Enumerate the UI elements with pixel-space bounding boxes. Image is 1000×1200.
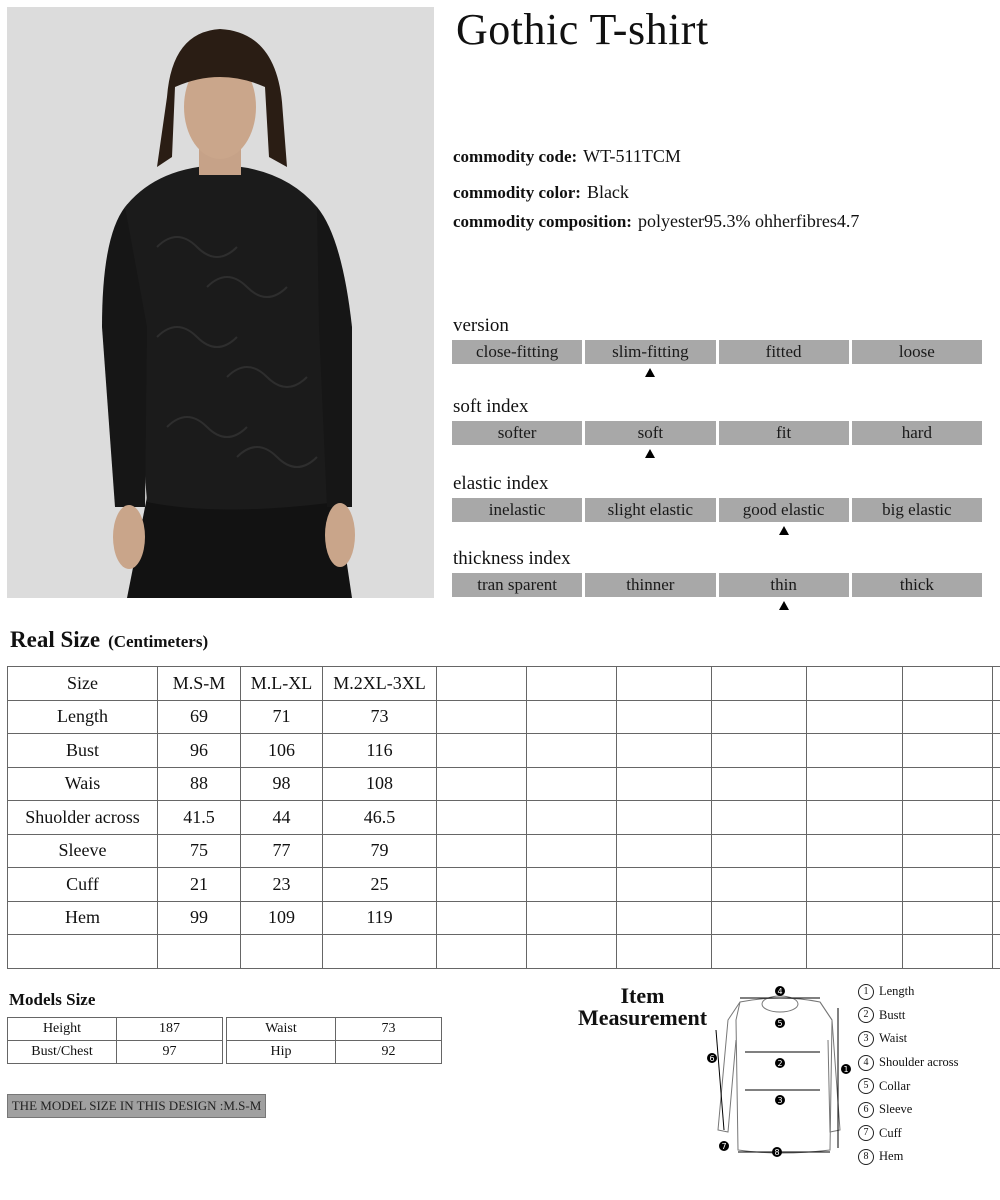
empty-cell <box>903 901 993 935</box>
commodity-code-label: commodity code: <box>453 147 578 166</box>
table-row <box>8 868 1000 902</box>
legend-item <box>858 1051 959 1075</box>
svg-text:8: 8 <box>774 1148 780 1157</box>
empty-cell <box>807 834 903 868</box>
legend-label: Length <box>879 984 915 999</box>
thickness-index-title: thickness index <box>453 548 571 569</box>
commodity-code-row <box>453 146 681 167</box>
legend-number: 1 <box>858 984 874 1000</box>
table-cell: 109 <box>241 901 323 935</box>
soft-index-title: soft index <box>453 396 529 417</box>
empty-cell <box>323 935 437 969</box>
soft-index-option: fit <box>719 421 849 445</box>
legend-label: Cuff <box>879 1125 902 1140</box>
row-label-cell: Length <box>8 700 158 734</box>
commodity-color-label: commodity color: <box>453 183 581 202</box>
measurement-legend <box>858 980 959 1169</box>
empty-cell <box>8 935 158 969</box>
legend-label: Hem <box>879 1149 904 1164</box>
table-header-row <box>8 667 1000 701</box>
elastic-index-option: good elastic <box>719 498 849 522</box>
empty-cell <box>807 700 903 734</box>
empty-cell <box>241 935 323 969</box>
table-cell: M.L-XL <box>241 667 323 701</box>
table-row <box>8 734 1000 768</box>
thickness-index-option: thin <box>719 573 849 597</box>
empty-cell <box>437 834 527 868</box>
model-measure-value: 73 <box>336 1018 442 1041</box>
empty-cell <box>617 868 712 902</box>
table-cell: 21 <box>158 868 241 902</box>
selected-marker-icon <box>645 368 655 377</box>
empty-cell <box>903 767 993 801</box>
item-measurement-title-line2: Measurement <box>577 1005 708 1030</box>
table-cell: 75 <box>158 834 241 868</box>
model-measure-label: Height <box>8 1018 117 1041</box>
empty-cell <box>712 767 807 801</box>
model-measure-value: 97 <box>117 1041 223 1064</box>
table-cell: 96 <box>158 734 241 768</box>
elastic-index-title: elastic index <box>453 473 549 494</box>
table-cell: 77 <box>241 834 323 868</box>
table-cell: M.2XL-3XL <box>323 667 437 701</box>
empty-cell <box>993 834 1000 868</box>
legend-item <box>858 1074 959 1098</box>
table-cell: 25 <box>323 868 437 902</box>
empty-cell <box>437 767 527 801</box>
table-cell: 116 <box>323 734 437 768</box>
svg-text:3: 3 <box>777 1096 783 1105</box>
empty-cell <box>903 734 993 768</box>
empty-cell <box>437 901 527 935</box>
table-row <box>8 901 1000 935</box>
table-cell: 41.5 <box>158 801 241 835</box>
table-cell: 73 <box>323 700 437 734</box>
legend-number: 8 <box>858 1149 874 1165</box>
table-cell: 69 <box>158 700 241 734</box>
product-title: Gothic T-shirt <box>456 5 709 54</box>
svg-text:1: 1 <box>843 1065 849 1074</box>
version-scale <box>452 340 982 364</box>
empty-cell <box>527 734 617 768</box>
soft-index-option: soft <box>585 421 715 445</box>
selected-marker-icon <box>779 601 789 610</box>
commodity-composition-value: polyester95.3% ohherfibres4.7 <box>637 211 860 231</box>
legend-item <box>858 1122 959 1146</box>
row-label-cell: Hem <box>8 901 158 935</box>
legend-item <box>858 1098 959 1122</box>
table-row <box>8 1018 223 1041</box>
empty-cell <box>903 700 993 734</box>
legend-item <box>858 980 959 1004</box>
empty-cell <box>437 868 527 902</box>
selected-marker-icon <box>779 526 789 535</box>
version-option: fitted <box>719 340 849 364</box>
selected-marker-icon <box>645 449 655 458</box>
empty-cell <box>527 868 617 902</box>
legend-number: 6 <box>858 1102 874 1118</box>
tshirt-measurement-diagram <box>700 980 860 1170</box>
model-size-note: THE MODEL SIZE IN THIS DESIGN :M.S-M <box>7 1094 266 1118</box>
empty-cell <box>807 901 903 935</box>
legend-number: 4 <box>858 1055 874 1071</box>
model-measure-label: Hip <box>227 1041 336 1064</box>
elastic-index-scale <box>452 498 982 522</box>
empty-cell <box>993 935 1000 969</box>
legend-item <box>858 1027 959 1051</box>
table-row <box>8 801 1000 835</box>
empty-cell <box>807 667 903 701</box>
empty-cell <box>712 868 807 902</box>
empty-cell <box>437 935 527 969</box>
empty-cell <box>712 700 807 734</box>
elastic-index-option: inelastic <box>452 498 582 522</box>
empty-cell <box>617 901 712 935</box>
soft-index-scale <box>452 421 982 445</box>
svg-text:5: 5 <box>777 1019 783 1028</box>
row-label-cell: Cuff <box>8 868 158 902</box>
empty-cell <box>993 868 1000 902</box>
empty-cell <box>617 801 712 835</box>
table-row <box>8 834 1000 868</box>
version-option: loose <box>852 340 982 364</box>
table-cell: 79 <box>323 834 437 868</box>
legend-item <box>858 1145 959 1169</box>
svg-text:7: 7 <box>721 1142 727 1151</box>
table-cell: 119 <box>323 901 437 935</box>
thickness-index-option: tran sparent <box>452 573 582 597</box>
legend-number: 7 <box>858 1125 874 1141</box>
commodity-code-value: WT-511TCM <box>583 146 681 166</box>
table-row <box>8 1041 223 1064</box>
legend-number: 5 <box>858 1078 874 1094</box>
table-row <box>8 700 1000 734</box>
legend-label: Waist <box>879 1031 908 1046</box>
row-label-cell: Size <box>8 667 158 701</box>
table-cell: M.S-M <box>158 667 241 701</box>
empty-cell <box>807 935 903 969</box>
legend-number: 3 <box>858 1031 874 1047</box>
size-table <box>7 666 1000 969</box>
legend-label: Bustt <box>879 1007 906 1022</box>
empty-cell <box>712 734 807 768</box>
thickness-index-option: thick <box>852 573 982 597</box>
legend-label: Shoulder across <box>879 1055 959 1070</box>
empty-cell <box>993 901 1000 935</box>
empty-cell <box>903 935 993 969</box>
empty-cell <box>527 667 617 701</box>
empty-cell <box>617 834 712 868</box>
svg-text:4: 4 <box>777 987 783 996</box>
table-cell: 44 <box>241 801 323 835</box>
version-title: version <box>453 315 509 336</box>
real-size-title: Real Size (Centimeters) <box>10 627 209 652</box>
empty-cell <box>437 667 527 701</box>
row-label-cell: Bust <box>8 734 158 768</box>
empty-cell <box>903 667 993 701</box>
model-measure-label: Bust/Chest <box>8 1041 117 1064</box>
table-cell: 108 <box>323 767 437 801</box>
svg-text:2: 2 <box>777 1059 783 1068</box>
real-size-unit: (Centimeters) <box>108 632 209 651</box>
version-option: close-fitting <box>452 340 582 364</box>
empty-cell <box>617 935 712 969</box>
empty-cell <box>903 801 993 835</box>
table-row <box>8 767 1000 801</box>
empty-cell <box>807 868 903 902</box>
empty-cell <box>993 767 1000 801</box>
empty-cell <box>527 801 617 835</box>
soft-index-option: hard <box>852 421 982 445</box>
commodity-composition-label: commodity composition: <box>453 212 632 231</box>
empty-cell <box>437 700 527 734</box>
thickness-index-option: thinner <box>585 573 715 597</box>
commodity-composition-row <box>453 211 859 232</box>
empty-cell <box>712 834 807 868</box>
model-measure-value: 92 <box>336 1041 442 1064</box>
svg-text:6: 6 <box>709 1054 715 1063</box>
models-size-table-left <box>7 1017 223 1064</box>
empty-cell <box>807 801 903 835</box>
empty-cell <box>617 700 712 734</box>
legend-label: Sleeve <box>879 1102 913 1117</box>
table-row <box>227 1018 442 1041</box>
empty-cell <box>903 868 993 902</box>
model-measure-label: Waist <box>227 1018 336 1041</box>
soft-index-option: softer <box>452 421 582 445</box>
table-row <box>8 935 1000 969</box>
model-measure-value: 187 <box>117 1018 223 1041</box>
row-label-cell: Sleeve <box>8 834 158 868</box>
models-size-title: Models Size <box>9 990 96 1009</box>
table-row <box>227 1041 442 1064</box>
empty-cell <box>527 834 617 868</box>
version-option: slim-fitting <box>585 340 715 364</box>
empty-cell <box>807 767 903 801</box>
empty-cell <box>527 700 617 734</box>
empty-cell <box>712 667 807 701</box>
table-cell: 23 <box>241 868 323 902</box>
empty-cell <box>903 834 993 868</box>
legend-item <box>858 1004 959 1028</box>
empty-cell <box>527 901 617 935</box>
empty-cell <box>993 700 1000 734</box>
elastic-index-option: slight elastic <box>585 498 715 522</box>
elastic-index-option: big elastic <box>852 498 982 522</box>
row-label-cell: Wais <box>8 767 158 801</box>
table-cell: 46.5 <box>323 801 437 835</box>
item-measurement-title-line1: Item <box>620 983 665 1008</box>
empty-cell <box>437 801 527 835</box>
empty-cell <box>617 667 712 701</box>
legend-label: Collar <box>879 1078 911 1093</box>
empty-cell <box>807 734 903 768</box>
commodity-color-row <box>453 182 629 203</box>
empty-cell <box>993 734 1000 768</box>
empty-cell <box>712 935 807 969</box>
empty-cell <box>158 935 241 969</box>
empty-cell <box>993 667 1000 701</box>
table-cell: 88 <box>158 767 241 801</box>
empty-cell <box>617 734 712 768</box>
empty-cell <box>617 767 712 801</box>
empty-cell <box>527 935 617 969</box>
legend-number: 2 <box>858 1007 874 1023</box>
table-cell: 98 <box>241 767 323 801</box>
row-label-cell: Shuolder across <box>8 801 158 835</box>
product-photo <box>7 7 434 598</box>
empty-cell <box>993 801 1000 835</box>
table-cell: 106 <box>241 734 323 768</box>
empty-cell <box>712 901 807 935</box>
table-cell: 71 <box>241 700 323 734</box>
empty-cell <box>712 801 807 835</box>
empty-cell <box>527 767 617 801</box>
empty-cell <box>437 734 527 768</box>
thickness-index-scale <box>452 573 982 597</box>
commodity-color-value: Black <box>586 182 629 202</box>
table-cell: 99 <box>158 901 241 935</box>
models-size-table-right <box>226 1017 442 1064</box>
